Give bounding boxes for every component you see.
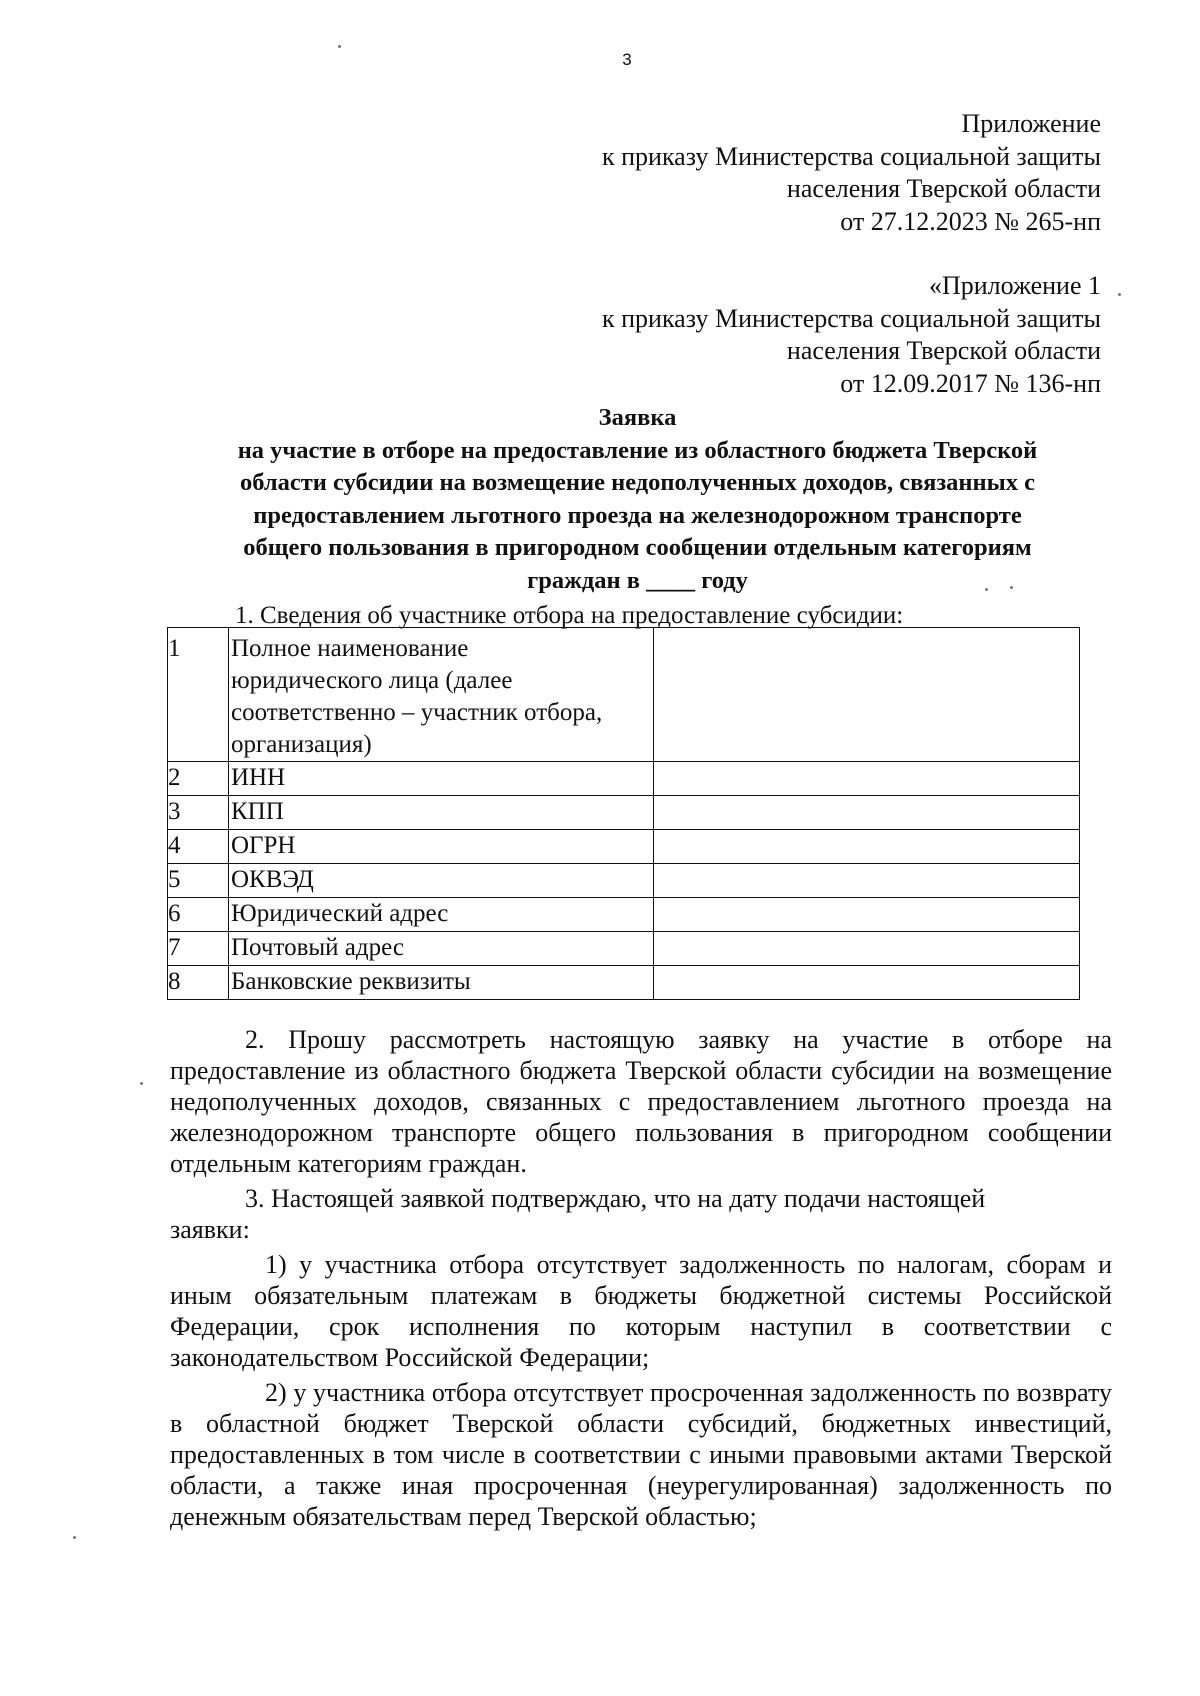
- approval-line: населения Тверской области: [786, 174, 1101, 203]
- row-value-field[interactable]: [654, 966, 1080, 1000]
- paragraph-3-intro-end: заявки:: [170, 1215, 250, 1244]
- row-number: 2: [168, 762, 229, 796]
- approval-line: от 12.09.2017 № 136-нп: [840, 368, 1101, 398]
- row-number: 1: [168, 628, 229, 762]
- title-line: граждан в ____ году: [527, 566, 748, 594]
- participant-info-table: [167, 627, 1080, 1000]
- paragraph-3-item-2: 2) у участника отбора отсутствует просроченная задолженность по возврату в областной бюджет Тверской области субсидий, бюджетных инвестиций, предоставленных в том числе в соответствии с иными правовыми актами Тверской области, а также иная просроченная (неурегулированная) задолженность по денежным обязательствам перед Тверской областью;: [170, 1378, 1112, 1531]
- scan-speck: [140, 1082, 143, 1085]
- title-line: общего пользования в пригородном сообщении отдельным категориям: [243, 534, 1032, 561]
- title-heading: Заявка: [598, 404, 677, 431]
- row-value-field[interactable]: [654, 796, 1080, 830]
- approval-line: населения Тверской области: [786, 336, 1101, 365]
- scan-speck: [73, 1536, 76, 1539]
- row-label: Юридический адрес: [229, 898, 654, 932]
- scan-speck: [1010, 586, 1013, 589]
- title-line: предоставлением льготного проезда на железнодорожном транспорте: [253, 501, 1022, 529]
- row-number: 5: [168, 864, 229, 898]
- body-text: [170, 1024, 1112, 1536]
- label-line: юридического лица (далее: [231, 667, 513, 694]
- table-row: [168, 796, 1080, 830]
- row-value-field[interactable]: [654, 864, 1080, 898]
- table-row: [168, 830, 1080, 864]
- row-number: 3: [168, 796, 229, 830]
- table-row: [168, 864, 1080, 898]
- row-label: ОГРН: [229, 830, 654, 864]
- row-number: 8: [168, 966, 229, 1000]
- table-row: [168, 762, 1080, 796]
- table-row: [168, 966, 1080, 1000]
- label-line: Полное наименование: [231, 635, 469, 662]
- scan-speck: [338, 45, 341, 48]
- paragraph-3-intro: 3. Настоящей заявкой подтверждаю, что на дату подачи настоящей: [245, 1184, 986, 1213]
- row-label: Банковские реквизиты: [229, 966, 654, 1000]
- label-line: соответственно – участник отбора,: [231, 699, 603, 726]
- title-line: на участие в отборе на предоставление из областного бюджета Тверской: [237, 436, 1038, 464]
- scan-speck: [1118, 293, 1121, 296]
- row-label: КПП: [229, 796, 654, 830]
- row-label: ОКВЭД: [229, 864, 654, 898]
- row-value-field[interactable]: [654, 932, 1080, 966]
- label-line: организация): [231, 731, 372, 758]
- approval-line: от 27.12.2023 № 265-нп: [840, 206, 1101, 236]
- row-value-field[interactable]: [654, 898, 1080, 932]
- row-label: [229, 628, 654, 762]
- row-number: 6: [168, 898, 229, 932]
- title-line: области субсидии на возмещение недополученных доходов, связанных с: [239, 469, 1036, 496]
- table-row: [168, 932, 1080, 966]
- row-label: Почтовый адрес: [229, 932, 654, 966]
- page-number: 3: [622, 50, 632, 69]
- row-number: 4: [168, 830, 229, 864]
- row-value-field[interactable]: [654, 628, 1080, 762]
- row-value-field[interactable]: [654, 830, 1080, 864]
- section-1-heading: 1. Сведения об участнике отбора на предоставление субсидии:: [235, 602, 904, 629]
- approval-line: к приказу Министерства социальной защиты: [601, 303, 1101, 333]
- row-value-field[interactable]: [654, 762, 1080, 796]
- scan-speck: [985, 588, 988, 591]
- document-title: [150, 402, 1125, 597]
- approval-line: к приказу Министерства социальной защиты: [601, 141, 1101, 171]
- table-row: [168, 898, 1080, 932]
- table-row: [168, 628, 1080, 762]
- approval-block-original: [602, 270, 1101, 400]
- row-label: ИНН: [229, 762, 654, 796]
- paragraph-2: 2. Прошу рассмотреть настоящую заявку на участие в отборе на предоставление из областного бюджета Тверской области субсидии на возмещение недополученных доходов, связанных с предоставлением льготного проезда на железнодорожном транспорте общего пользования в пригородном сообщении отдельным категориям граждан.: [170, 1025, 1112, 1178]
- approval-line: «Приложение 1: [928, 271, 1101, 300]
- approval-block-current: [602, 108, 1101, 238]
- approval-line: Приложение: [961, 109, 1101, 138]
- paragraph-3-item-1: 1) у участника отбора отсутствует задолженность по налогам, сборам и иным обязательным платежам в бюджеты бюджетной системы Российской Федерации, срок исполнения по которым наступил в соответствии с законодательством Российской Федерации;: [170, 1250, 1112, 1372]
- row-number: 7: [168, 932, 229, 966]
